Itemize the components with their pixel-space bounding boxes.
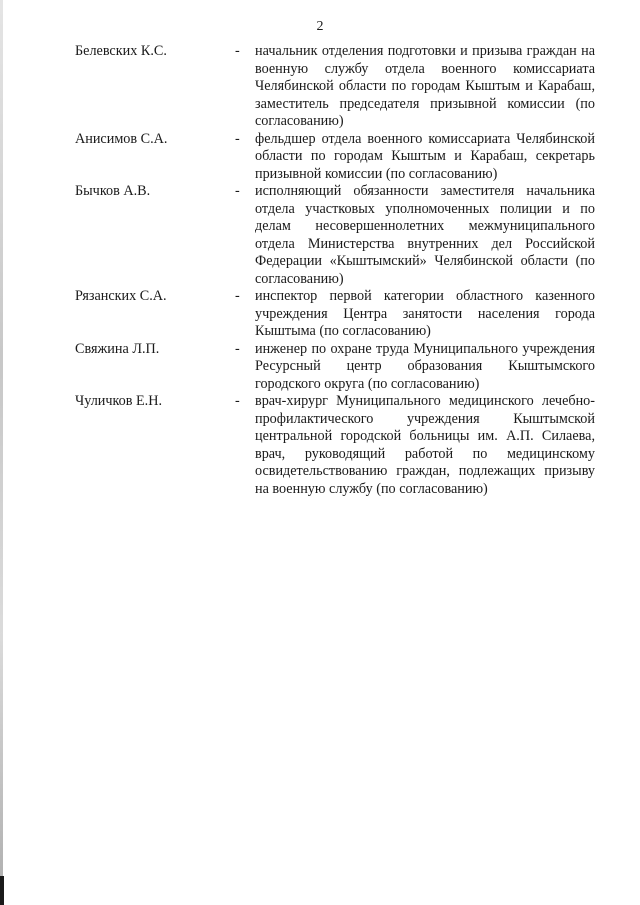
member-name: Анисимов С.А. bbox=[75, 130, 168, 147]
commission-members-list bbox=[75, 43, 605, 498]
member-dash: - bbox=[235, 393, 240, 409]
member-row bbox=[75, 288, 605, 341]
member-dash: - bbox=[235, 340, 240, 357]
member-dash: - bbox=[235, 43, 240, 59]
member-name: Белевских К.С. bbox=[75, 43, 167, 59]
member-name: Чуличков Е.Н. bbox=[75, 393, 163, 409]
member-role: фельдшер отдела военного комиссариата Челябинской области по городам Кыштым и Карабаш, секретарь призывной комиссии (по согласованию) bbox=[255, 130, 595, 182]
page-number: 2 bbox=[316, 19, 324, 34]
member-role: инспектор первой категории областного казенного учреждения Центра занятости населения города Кыштыма (по согласованию) bbox=[255, 288, 595, 339]
member-name: Бычков А.В. bbox=[75, 183, 151, 199]
member-role: инженер по охране труда Муниципального учреждения Ресурсный центр образования Кыштымского городского округа (по согласованию) bbox=[255, 340, 595, 392]
member-role: исполняющий обязанности заместителя начальника отдела участковых уполномоченных полиции и по делам несовершеннолетних межмуниципального отдела Министерства внутренних дел Российской Федерации «Кыштымский» Челябинской области (по согласованию) bbox=[255, 183, 595, 287]
scan-mark bbox=[0, 876, 4, 905]
member-row bbox=[75, 393, 605, 498]
member-name: Свяжина Л.П. bbox=[75, 340, 160, 357]
member-row bbox=[75, 131, 605, 184]
member-dash: - bbox=[235, 130, 240, 147]
member-dash: - bbox=[235, 183, 240, 199]
member-row bbox=[75, 43, 605, 131]
member-role: врач-хирург Муниципального медицинского лечебно-профилактического учреждения Кыштымской центральной городской больницы им. А.П. Силаева, врач, руководящий работой по медицинскому освидетельствованию граждан, подлежащих призыву на военную службу (по согласованию) bbox=[255, 393, 595, 497]
member-row bbox=[75, 183, 605, 288]
member-dash: - bbox=[235, 288, 240, 304]
scan-edge bbox=[0, 0, 3, 905]
member-role: начальник отделения подготовки и призыва граждан на военную службу отдела военного комиссариата Челябинской области по городам Кыштым и Карабаш, заместитель председателя призывной комиссии (по согласованию) bbox=[255, 43, 595, 129]
member-row bbox=[75, 341, 605, 394]
member-name: Рязанских С.А. bbox=[75, 288, 167, 304]
